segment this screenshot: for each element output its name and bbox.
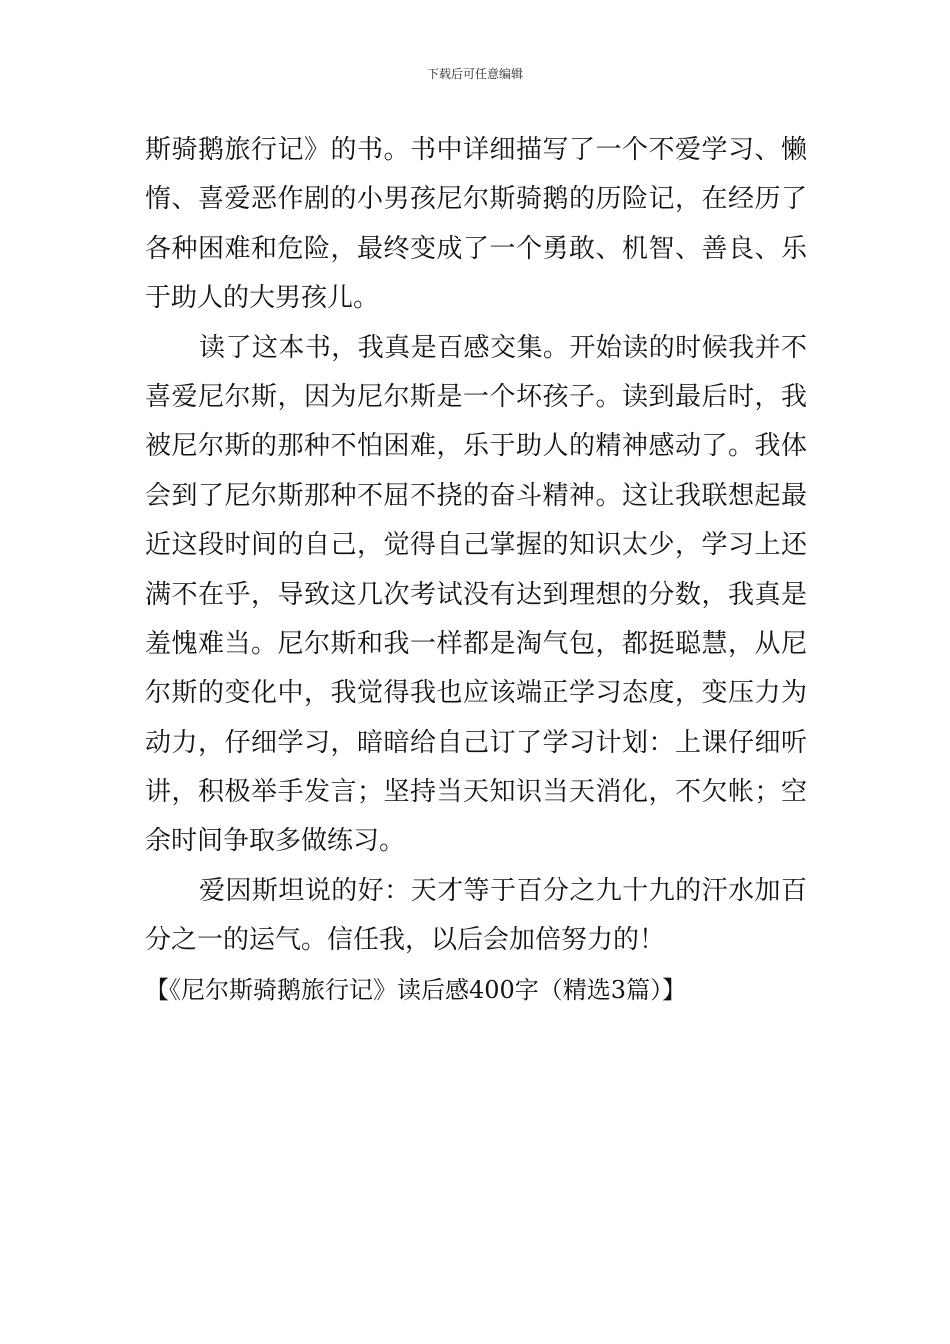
paragraph-1: [145, 126, 807, 324]
article-title-footer: 【《尼尔斯骑鹅旅行记》读后感400字（精选3篇）】: [145, 975, 687, 1004]
text-line: 各种困难和危险，最终变成了一个勇敢、机智、善良、乐: [145, 233, 807, 264]
page-header: 下载后可任意编辑: [426, 67, 523, 81]
text-line: 读了这本书，我真是百感交集。开始读的时候我并不: [199, 332, 807, 363]
text-line: 尔斯的变化中，我觉得我也应该端正学习态度，变压力为: [145, 678, 807, 709]
text-line: 近这段时间的自己，觉得自己掌握的知识太少，学习上还: [145, 530, 807, 561]
text-line: 斯骑鹅旅行记》的书。书中详细描写了一个不爱学习、懒: [145, 135, 807, 165]
text-line: 讲，积极举手发言；坚持当天知识当天消化，不欠帐；空: [145, 777, 807, 808]
paragraph-2: [145, 324, 807, 867]
text-line: 动力，仔细学习，暗暗给自己订了学习计划：上课仔细听: [145, 727, 807, 758]
text-line: 会到了尼尔斯那种不屈不挠的奋斗精神。这让我联想起最: [145, 480, 807, 511]
document-body: [145, 126, 807, 1015]
text-line: 喜爱尼尔斯，因为尼尔斯是一个坏孩子。读到最后时，我: [145, 381, 807, 412]
text-line: 惰、喜爱恶作剧的小男孩尼尔斯骑鹅的历险记，在经历了: [145, 184, 807, 215]
text-line: 爱因斯坦说的好：天才等于百分之九十九的汗水加百: [199, 875, 807, 906]
text-line: 羞愧难当。尼尔斯和我一样都是淘气包，都挺聪慧，从尼: [145, 628, 807, 659]
text-line: 于助人的大男孩儿。: [145, 283, 380, 314]
text-line: 被尼尔斯的那种不怕困难，乐于助人的精神感动了。我体: [145, 431, 807, 462]
text-line: 余时间争取多做练习。: [145, 826, 406, 857]
text-line: 分之一的运气。信任我，以后会加倍努力的！: [145, 925, 666, 956]
text-line: 满不在乎，导致这几次考试没有达到理想的分数，我真是: [145, 579, 807, 610]
paragraph-3: [145, 867, 807, 966]
